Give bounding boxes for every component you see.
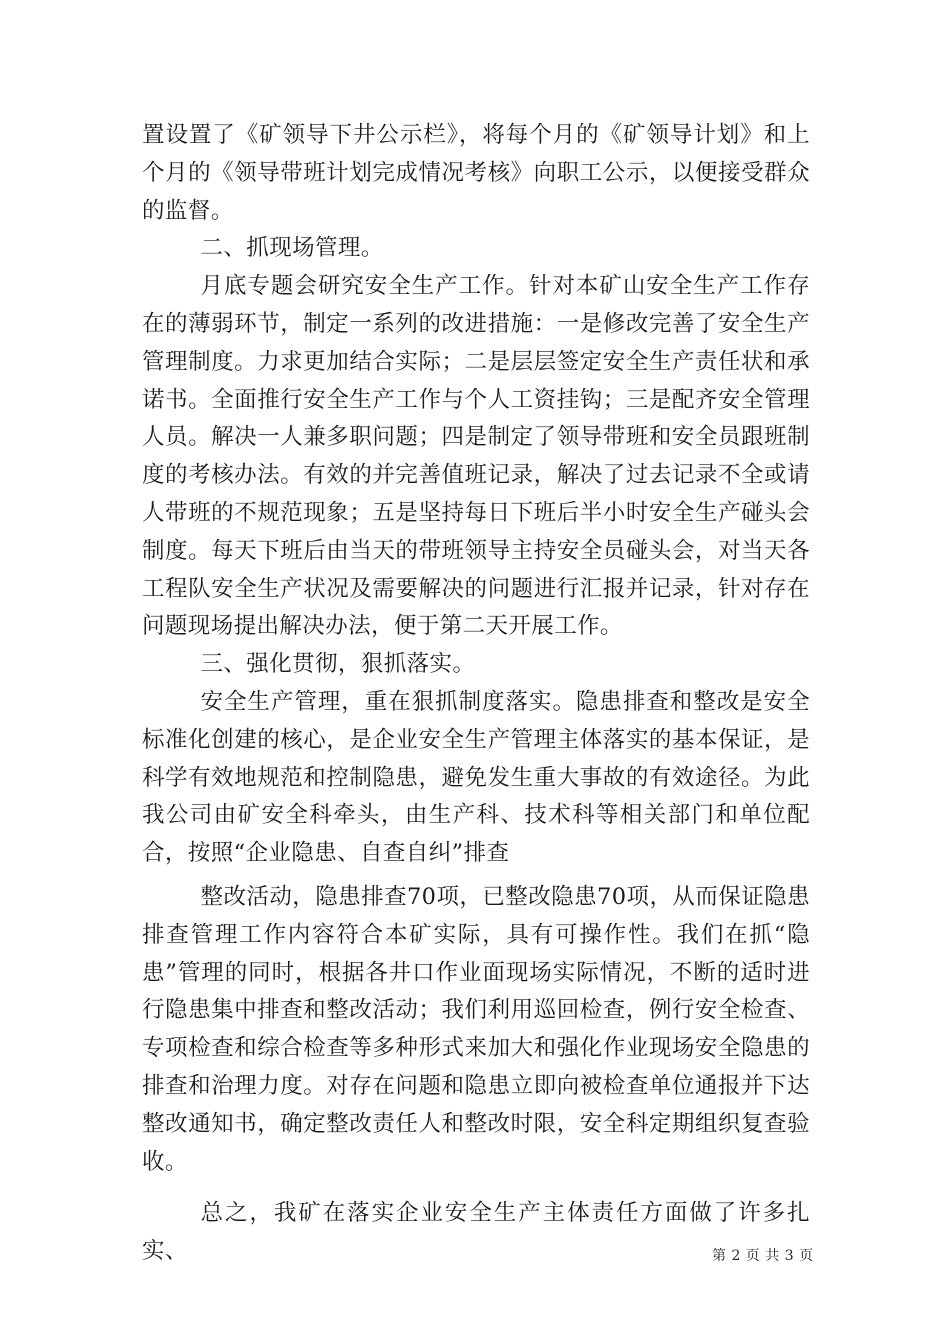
- section-heading-3: 三、强化贯彻，狠抓落实。: [200, 651, 476, 678]
- page-number: 第 2 页 共 3 页: [712, 1248, 814, 1264]
- paragraph-site-management: 月底专题会研究安全生产工作。针对本矿山安全生产工作存在的薄弱环节，制定一系列的改进措施：一是修改完善了安全生产管理制度。力求更加结合实际；二是层层签定安全生产责任状和承诺书。全面推行安全生产工作与个人工资挂钩；三是配齐安全管理人员。解决一人兼多职问题；四是制定了领导带班和安全员跟班制度的考核办法。有效的并完善值班记录，解决了过去记录不全或请人带班的不规范现象；五是坚持每日下班后半小时安全生产碰头会制度。每天下班后由当天的带班领导主持安全员碰头会，对当天各工程队安全生产状况及需要解决的问题进行汇报并记录，针对存在问题现场提出解决办法，便于第二天开展工作。: [142, 273, 810, 640]
- paragraph-summary: 总之，我矿在落实企业安全生产主体责任方面做了许多扎实、: [142, 1200, 810, 1265]
- document-body: [142, 117, 810, 1271]
- section-heading-2: 二、抓现场管理。: [200, 235, 384, 262]
- paragraph-implementation: 安全生产管理，重在狠抓制度落实。隐患排查和整改是安全标准化创建的核心，是企业安全生产管理主体落实的基本保证，是科学有效地规范和控制隐患，避免发生重大事故的有效途径。为此我公司由矿安全科牵头，由生产科、技术科等相关部门和单位配合，按照“企业隐患、自查自纠”排查: [142, 688, 810, 867]
- paragraph-continuation: 置设置了《矿领导下井公示栏》，将每个月的《矿领导计划》和上个月的《领导带班计划完成情况考核》向职工公示，以便接受群众的监督。: [142, 122, 810, 224]
- paragraph-rectification: 整改活动，隐患排查70项，已整改隐患70项，从而保证隐患排查管理工作内容符合本矿实际，具有可操作性。我们在抓“隐患”管理的同时，根据各井口作业面现场实际情况，不断的适时进行隐患集中排查和整改活动；我们利用巡回检查，例行安全检查、专项检查和综合检查等多种形式来加大和强化作业现场安全隐患的排查和治理力度。对存在问题和隐患立即向被检查单位通报并下达整改通知书，确定整改责任人和整改时限，安全科定期组织复查验收。: [142, 883, 810, 1175]
